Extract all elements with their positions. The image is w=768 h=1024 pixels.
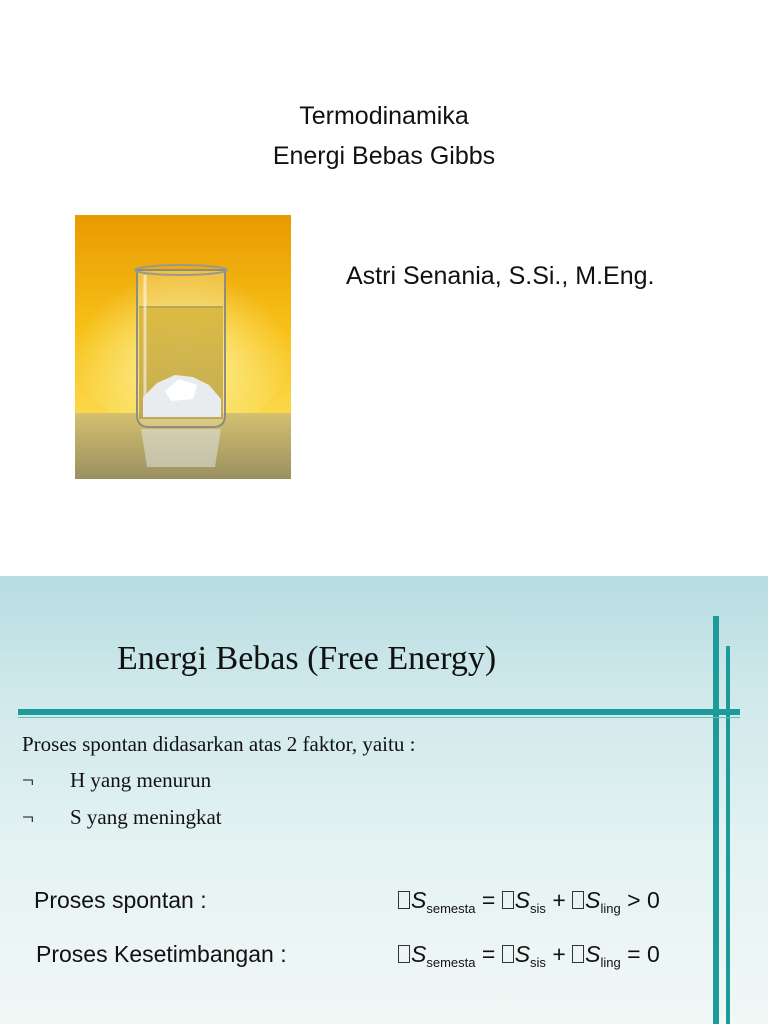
- missing-glyph-icon: [502, 945, 514, 963]
- eq-var: S: [514, 887, 531, 913]
- eq-relation: > 0: [627, 887, 660, 913]
- bullet-marker: ¬: [22, 805, 34, 829]
- eq-var: S: [411, 887, 427, 913]
- slide-title: Energi Bebas (Free Energy): [117, 640, 497, 677]
- eq-sub: sis: [530, 901, 546, 916]
- eq-sign: =: [481, 887, 496, 913]
- equation-equilibrium: [398, 941, 660, 970]
- title-line-2: Energi Bebas Gibbs: [272, 142, 496, 170]
- missing-glyph-icon: [398, 891, 410, 909]
- eq-var: S: [514, 941, 531, 967]
- eq-plus: +: [552, 941, 566, 967]
- bullet-marker: ¬: [22, 768, 34, 792]
- title-line-1: Termodinamika: [299, 102, 469, 130]
- beaker-photo: [75, 215, 291, 479]
- author-name: Astri Senania, S.Si., M.Eng.: [346, 262, 655, 290]
- vertical-accent-bar-thin: [726, 646, 730, 1024]
- intro-text: Proses spontan didasarkan atas 2 faktor, yaitu :: [22, 732, 416, 756]
- eq-relation: = 0: [627, 941, 660, 967]
- content-slide: [0, 576, 768, 1024]
- eq-sub: ling: [600, 955, 621, 970]
- equation-label-spontaneous: Proses spontan :: [34, 887, 207, 913]
- equation-label-equilibrium: Proses Kesetimbangan :: [36, 941, 287, 967]
- equation-spontaneous: [398, 887, 660, 916]
- eq-sign: =: [481, 941, 496, 967]
- missing-glyph-icon: [572, 945, 584, 963]
- eq-var: S: [411, 941, 427, 967]
- vertical-accent-bar: [713, 616, 719, 1024]
- missing-glyph-icon: [572, 891, 584, 909]
- missing-glyph-icon: [398, 945, 410, 963]
- eq-sub: semesta: [426, 901, 476, 916]
- horizontal-accent-bar: [18, 709, 740, 715]
- eq-var: S: [585, 941, 601, 967]
- eq-sub: sis: [530, 955, 546, 970]
- bullet-item: [22, 768, 211, 793]
- bullet-text: H yang menurun: [70, 768, 212, 792]
- eq-sub: semesta: [426, 955, 476, 970]
- eq-plus: +: [552, 887, 566, 913]
- bullet-item: [22, 805, 222, 830]
- horizontal-accent-line: [18, 717, 740, 718]
- eq-sub: ling: [600, 901, 621, 916]
- slide-title: [0, 96, 768, 176]
- missing-glyph-icon: [502, 891, 514, 909]
- eq-var: S: [585, 887, 601, 913]
- bullet-text: S yang meningkat: [70, 805, 222, 829]
